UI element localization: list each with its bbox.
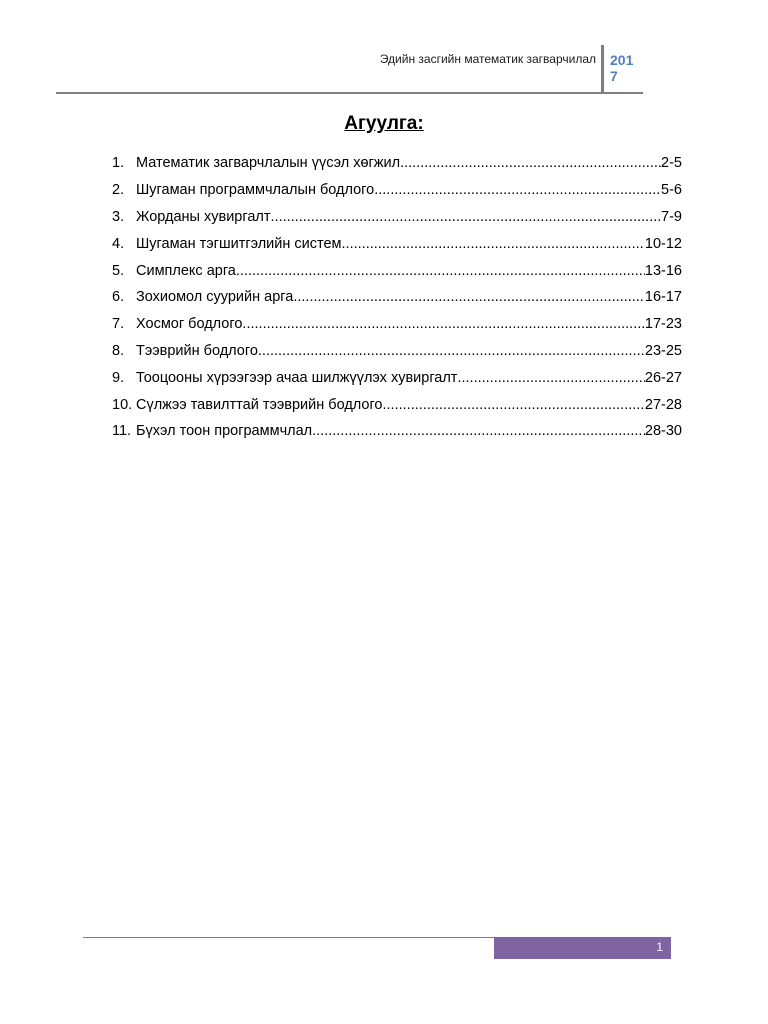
toc-leader-dots [457,370,644,386]
header-rule [56,92,643,94]
toc-leader-dots [293,289,645,305]
toc-item[interactable] [112,338,682,365]
toc-item[interactable] [112,177,682,204]
toc-item-pages: 16-17 [644,289,682,306]
toc-item-title: Симплекс арга [136,262,236,279]
toc-leader-dots [374,182,661,198]
toc-item[interactable] [112,150,682,177]
toc-item-number: 7. [112,316,125,333]
toc-item[interactable] [112,364,682,391]
toc-item[interactable] [112,284,682,311]
toc-item-pages: 23-25 [644,342,682,359]
header-year: 2017 [610,52,634,84]
toc-item-title: Шугаман программчлалын бодлого [136,182,375,199]
toc-list [112,150,682,445]
toc-item-pages: 27-28 [644,396,682,413]
toc-heading: Агуулга: [344,113,424,134]
toc-leader-dots [242,316,644,332]
toc-item-pages: 13-16 [644,262,682,279]
toc-leader-dots [236,263,645,279]
toc-item-number: 11. [112,423,132,440]
toc-item[interactable] [112,230,682,257]
toc-item-number: 5. [112,262,125,279]
toc-item-number: 2. [112,182,125,199]
toc-item-title: Бүхэл тоон программчлал [136,423,313,440]
toc-item-title: Жорданы хувиргалт [136,208,271,225]
toc-item-pages: 5-6 [661,182,682,199]
toc-item[interactable] [112,311,682,338]
toc-item[interactable] [112,418,682,445]
toc-item-title: Шугаман тэгшитгэлийн систем [136,235,342,252]
toc-item-title: Хосмог бодлого [136,316,243,333]
toc-item-number: 10. [112,396,133,413]
toc-item-number: 4. [112,235,125,252]
page-number: 1 [656,940,663,954]
toc-item-number: 9. [112,369,125,386]
toc-leader-dots [400,155,661,171]
toc-item[interactable] [112,391,682,418]
header-divider [601,45,604,93]
toc-item-title: Математик загварчлалын үүсэл хөгжил [136,155,401,172]
toc-leader-dots [258,343,645,359]
toc-item-pages: 17-23 [644,316,682,333]
footer-bar [494,937,671,959]
toc-item-number: 1. [112,155,125,172]
toc-leader-dots [342,236,645,252]
toc-item[interactable] [112,204,682,231]
toc-item-pages: 28-30 [644,423,682,440]
running-header-title: Эдийн засгийн математик загварчилал [379,52,596,66]
toc-leader-dots [271,209,662,225]
toc-item-title: Тээврийн бодлого [136,342,258,359]
toc-item-pages: 26-27 [644,369,682,386]
toc-item-pages: 10-12 [644,235,682,252]
toc-item-title: Зохиомол суурийн арга [136,289,294,306]
toc-item-number: 8. [112,342,125,359]
toc-leader-dots [383,397,645,413]
toc-item-title: Тооцооны хүрээгээр ачаа шилжүүлэх хувиргалт [136,369,458,386]
toc-item-number: 3. [112,208,125,225]
toc-leader-dots [312,423,645,439]
toc-item-pages: 2-5 [661,155,682,172]
toc-item[interactable] [112,257,682,284]
footer-rule [83,937,494,938]
toc-item-number: 6. [112,289,125,306]
toc-item-pages: 7-9 [661,208,682,225]
toc-item-title: Сүлжээ тавилттай тээврийн бодлого [136,396,383,413]
